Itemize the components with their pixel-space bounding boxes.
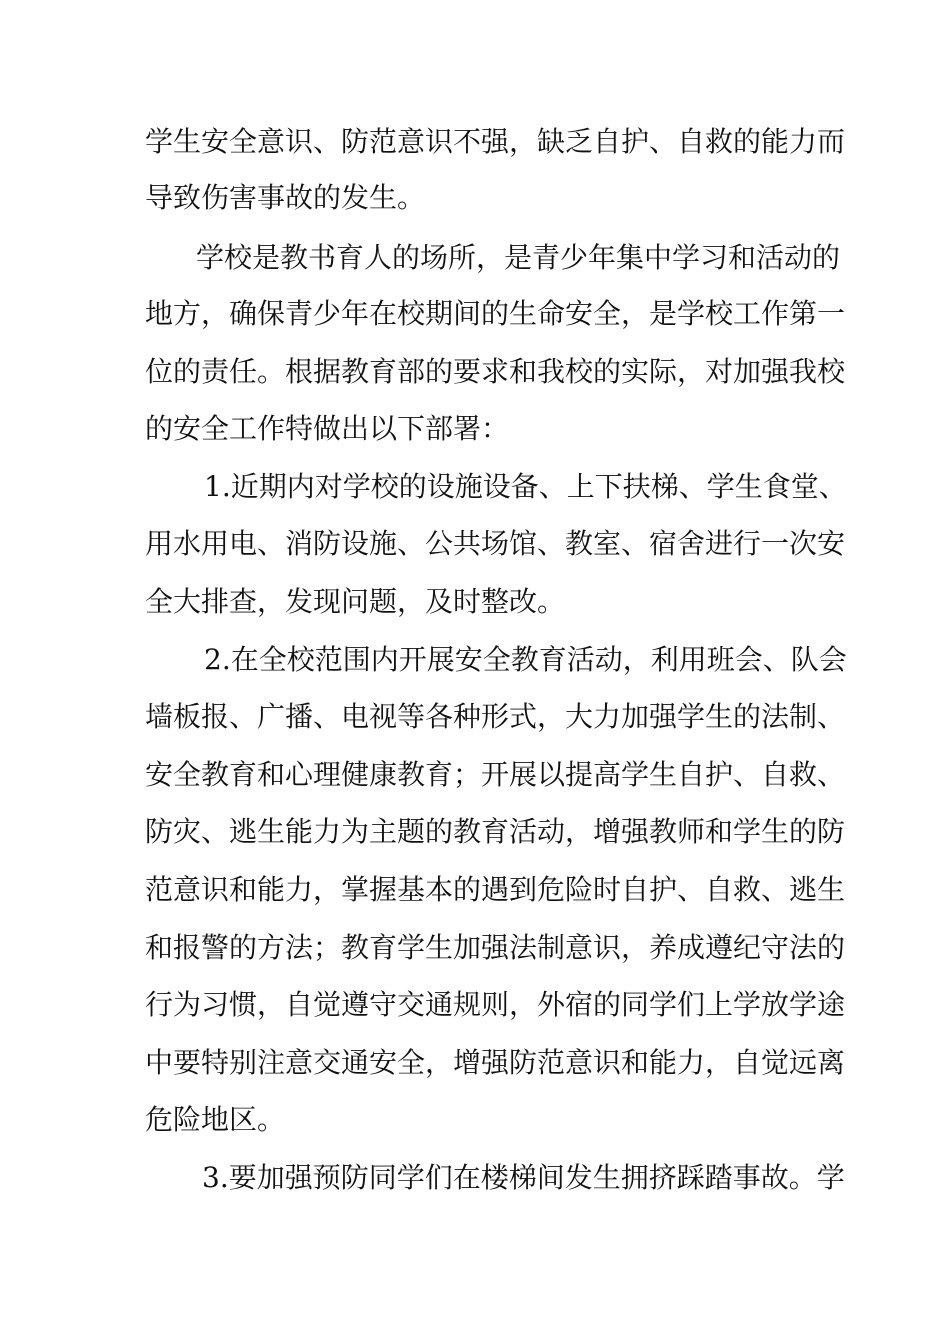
text-line: 安全教育和心理健康教育；开展以提高学生自护、自救、 [145,758,846,791]
text-line: 范意识和能力，掌握基本的遇到危险时自护、自救、逃生 [145,873,846,906]
text-line: 用水用电、消防设施、公共场馆、教室、宿舍进行一次安 [145,527,846,560]
text-line: 学生安全意识、防范意识不强，缺乏自护、自救的能力而 [145,125,846,158]
text-line: 行为习惯，自觉遵守交通规则，外宿的同学们上学放学途 [145,988,846,1021]
list-item-1-start: 1.近期内对学校的设施设备、上下扶梯、学生食堂、 [204,470,847,503]
text-line: 地方，确保青少年在校期间的生命安全，是学校工作第一 [145,297,846,330]
text-line: 墙板报、广播、电视等各种形式，大力加强学生的法制、 [145,700,846,733]
text-line: 全大排查，发现问题，及时整改。 [145,585,566,618]
text-line: 中要特别注意交通安全，增强防范意识和能力，自觉远离 [145,1046,846,1079]
list-item-3-start: 3.要加强预防同学们在楼梯间发生拥挤踩踏事故。学 [202,1161,845,1194]
text-line: 导致伤害事故的发生。 [145,181,426,214]
text-line: 位的责任。根据教育部的要求和我校的实际，对加强我校 [145,355,846,388]
text-line: 的安全工作特做出以下部署： [145,412,510,445]
text-line: 危险地区。 [145,1103,286,1136]
list-item-2-start: 2.在全校范围内开展安全教育活动，利用班会、队会 [204,643,847,676]
paragraph-start-line: 学校是教书育人的场所，是青少年集中学习和活动的 [196,241,841,274]
text-line: 防灾、逃生能力为主题的教育活动，增强教师和学生的防 [145,815,846,848]
text-line: 和报警的方法；教育学生加强法制意识，养成遵纪守法的 [145,931,846,964]
